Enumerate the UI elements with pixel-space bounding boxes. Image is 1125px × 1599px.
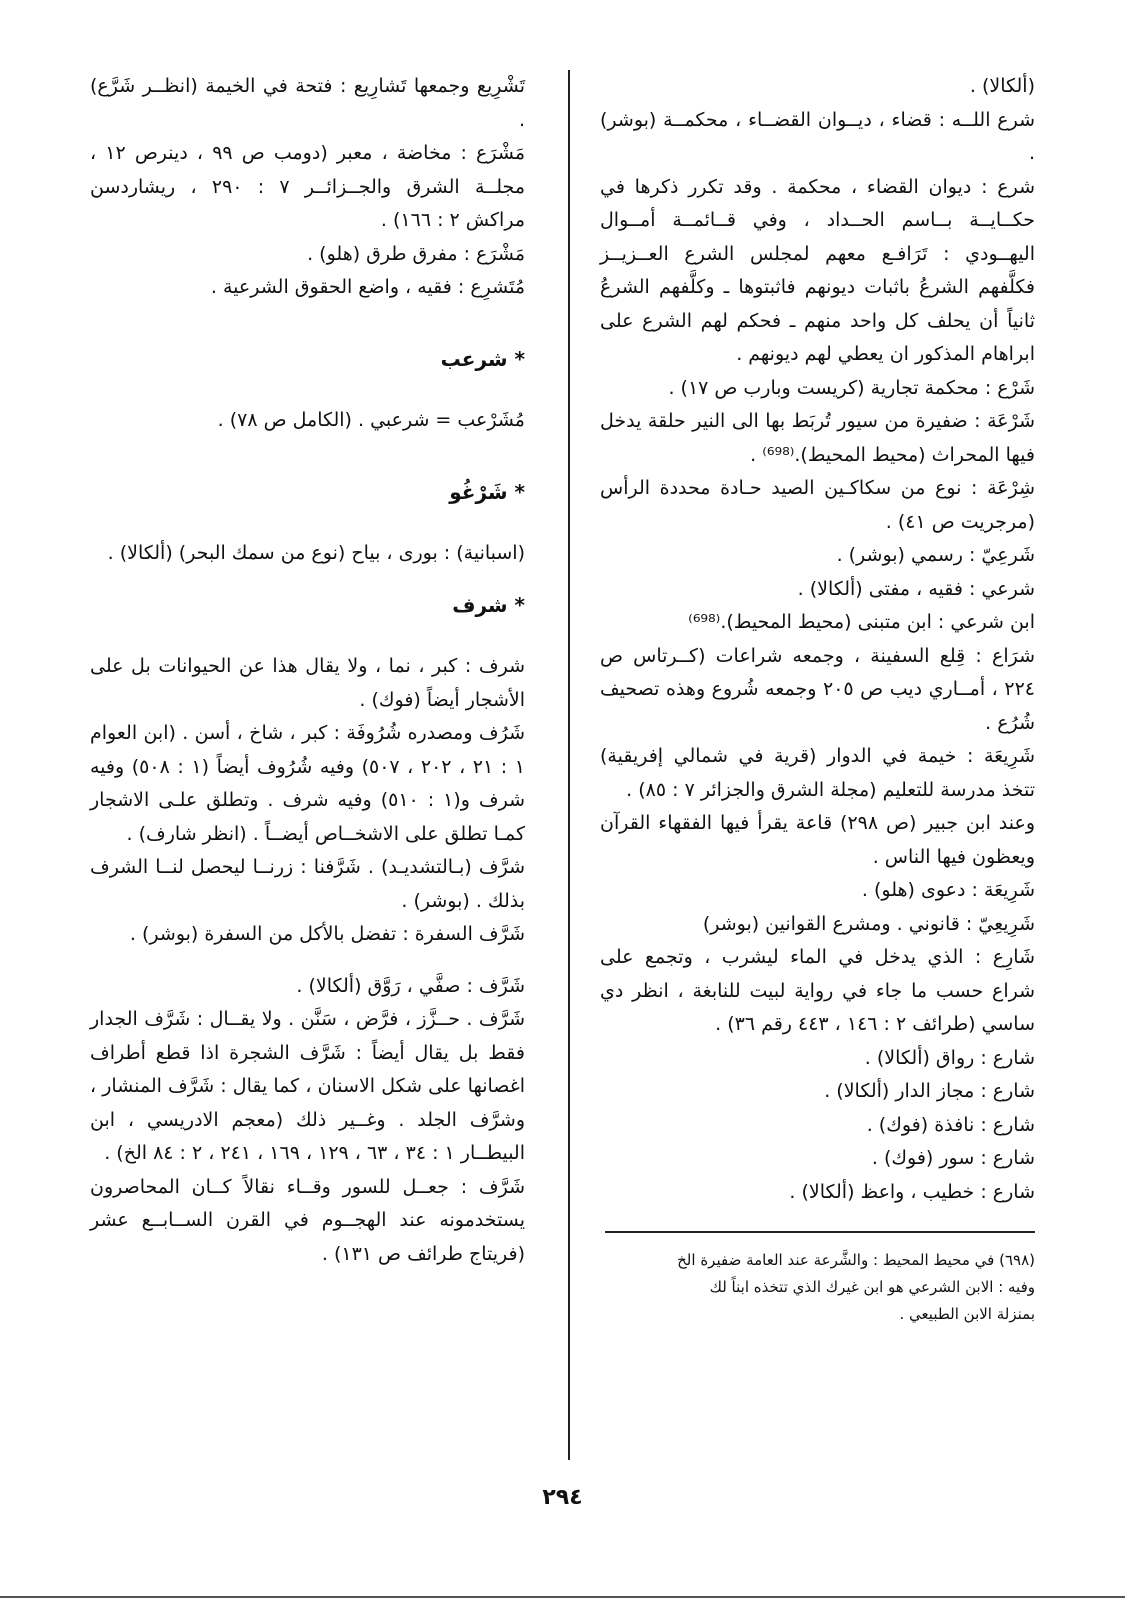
entry: شِرْعَة : نوع من سكاكـين الصيد حـادة محددة الرأس (مرجريت ص ٤١) . [600,477,1035,533]
entry: شرع اللــه : قضاء ، ديــوان القضــاء ، محكمــة (بوشر) . [600,108,1035,164]
entry: شرف : كبر ، نما ، ولا يقال هذا عن الحيوانات بل على الأشجار أيضاً (فوك) . [90,655,525,711]
entry: (اسبانية) : بورى ، بياح (نوع من سمك البحر) (ألكالا) . [107,542,525,564]
entry: وعند ابن جبير (ص ٢٩٨) قاعة يقرأ فيها الفقهاء القرآن ويعظون فيها الناس . [600,812,1035,868]
root-heading: * شرف [452,592,525,617]
left-column [90,70,525,1271]
entry: شرَّف (بـالتشديـد) . شَرَّفنا : زرنــا ليحصل لنــا الشرف بذلك . (بوشر) . [90,856,525,912]
page-number: ٢٩٤ [542,1485,583,1510]
entry: شارع : خطيب ، واعظ (ألكالا) . [789,1180,1035,1203]
entry: شَرِيعِيّ : قانوني . ومشرع القوانين (بوشر) [702,912,1035,935]
entry: شَرعِيّ : رسمي (بوشر) . [836,544,1035,566]
entry: مَشْرَع : مفرق طرق (هلو) . [307,242,525,265]
footnote-divider [605,1231,1035,1233]
entry: مُشَرْعب = شرعبي . (الكامل ص ٧٨) . [217,409,525,431]
entry: شَرِيعَة : دعوى (هلو) . [861,879,1035,901]
root-heading: * شَرْغُو [449,479,525,504]
footnote-line: (٦٩٨) في محيط المحيط : والشَّرعة عند العامة ضفيرة الخ [677,1251,1035,1269]
entry: (ألكالا) . [969,75,1035,97]
entry: ابن شرعي : ابن متبنى (محيط المحيط).⁽⁶⁹⁸⁾ [688,611,1035,633]
entry: شرَاع : قِلع السفينة ، وجمعه شراعات (كــرتاس ص ٢٢٤ ، أمــاري ديب ص ٢٠٥ وجمعه شُروع وهذه تصحيف شُرُع . [600,644,1035,734]
entry: شَارِع : الذي يدخل في الماء ليشرب ، وتجمع على شراع حسب ما جاء في رواية لبيت للنابغة ، انظر دي ساسي (طرائف ٢ : ١٤٦ ، ٤٤٣ رقم ٣٦) . [600,946,1035,1035]
entry: شَرِيعَة : خيمة في الدوار (قرية في شمالي إفريقية) تتخذ مدرسة للتعليم (مجلة الشرق والجزائر ٧ : ٨٥) . [600,745,1035,801]
footnote-line: وفيه : الابن الشرعي هو ابن غيرك الذي تتخذه ابناً لك [709,1278,1035,1296]
entry: شارع : مجاز الدار (ألكالا) . [824,1080,1035,1102]
footnote-line: بمنزلة الابن الطبيعي . [899,1305,1035,1323]
entry: شرع : ديوان القضاء ، محكمة . وقد تكرر ذكرها في حكــايــة بــاسم الحــداد ، وفي قــائمــة أمــوال اليهــودي : تَرَافـع معهم لمجلس الشرع العــزيــز فكلَّفهم الشرعُ باثبات ديونهم فاثبتوها ـ وكلَّفهم الشرعُ ثانياً أن يحلف كل واحد منهم ـ فحكم لهم الشرع على ابراهام المذكور ان يعطي لهم ديونهم . [600,175,1035,365]
scan-edge-line [0,1596,1125,1598]
root-heading: * شرعب [440,346,525,371]
right-column [600,70,1035,1328]
entry: شَرَّف السفرة : تفضل بالأكل من السفرة (بوشر) . [129,923,525,945]
footnotes [600,1247,1035,1328]
entry: شرعي : فقيه ، مفتى (ألكالا) . [797,577,1035,600]
entry: شَرَّف . حــزَّز ، فرَّض ، سَنَّن . ولا يقــال : شَرَّف الجدار فقط بل يقال أيضاً : شَرَّف الشجرة اذا قطع أطراف اغصانها على شكل الاسنان ، كما يقال : شَرَّف المنشار ، وشرَّف الجلد . وغــير ذلك (معجم الادريسي ، ابن البيطــار ١ : ٣٤ ، ٦٣ ، ١٢٩ ، ١٦٩ ، ٢٤١ ، ٢ : ٨٤ الخ) . [90,1008,525,1164]
entry: مَشْرَع : مخاضة ، معبر (دومب ص ٩٩ ، دينرص ١٢ ، مجلــة الشرق والجــزائــر ٧ : ٢٩٠ ، ريشاردسن مراكش ٢ : ١٦٦) . [90,142,526,231]
entry: شارع : سور (فوك) . [871,1147,1035,1169]
entry: شَرُف ومصدره شُرُوفَة : كبر ، شاخ ، أسن . (ابن العوام ١ : ٢١ ، ٢٠٢ ، ٥٠٧) وفيه شُرُوف أيضاً (١ : ٥٠٨) وفيه شرف و(١ : ٥١٠) وفيه شرف . وتطلق علـى الاشجار كمـا تطلق على الاشخــاص أيضــاً . (انظر شارف) . [90,722,525,845]
entry: شارع : رواق (ألكالا) . [864,1046,1035,1069]
entry: شَرْعَة : ضفيرة من سيور تُربَط بها الى النير حلقة يدخل فيها المحراث (محيط المحيط).⁽⁶⁹⁸⁾ . [600,410,1035,466]
column-divider [568,70,570,1460]
entry: شَرَّف : جعــل للسور وقــاء نقالاً كــان المحاصرون يستخدمونه عند الهجــوم في القرن الســابــع عشر (فريتاج طرائف ص ١٣١) . [90,1175,525,1265]
entry: مُتَشرِع : فقيه ، واضع الحقوق الشرعية . [210,276,525,298]
entry: شَرْع : محكمة تجارية (كريست وبارب ص ١٧) . [668,376,1035,399]
entry: شارع : نافذة (فوك) . [866,1113,1035,1136]
entry: تَشْرِيع وجمعها تَشارِيع : فتحة في الخيمة (انظــر شَرَّع) . [90,75,525,131]
entry: شَرَّف : صفَّي ، رَوَّق (ألكالا) . [296,974,525,997]
